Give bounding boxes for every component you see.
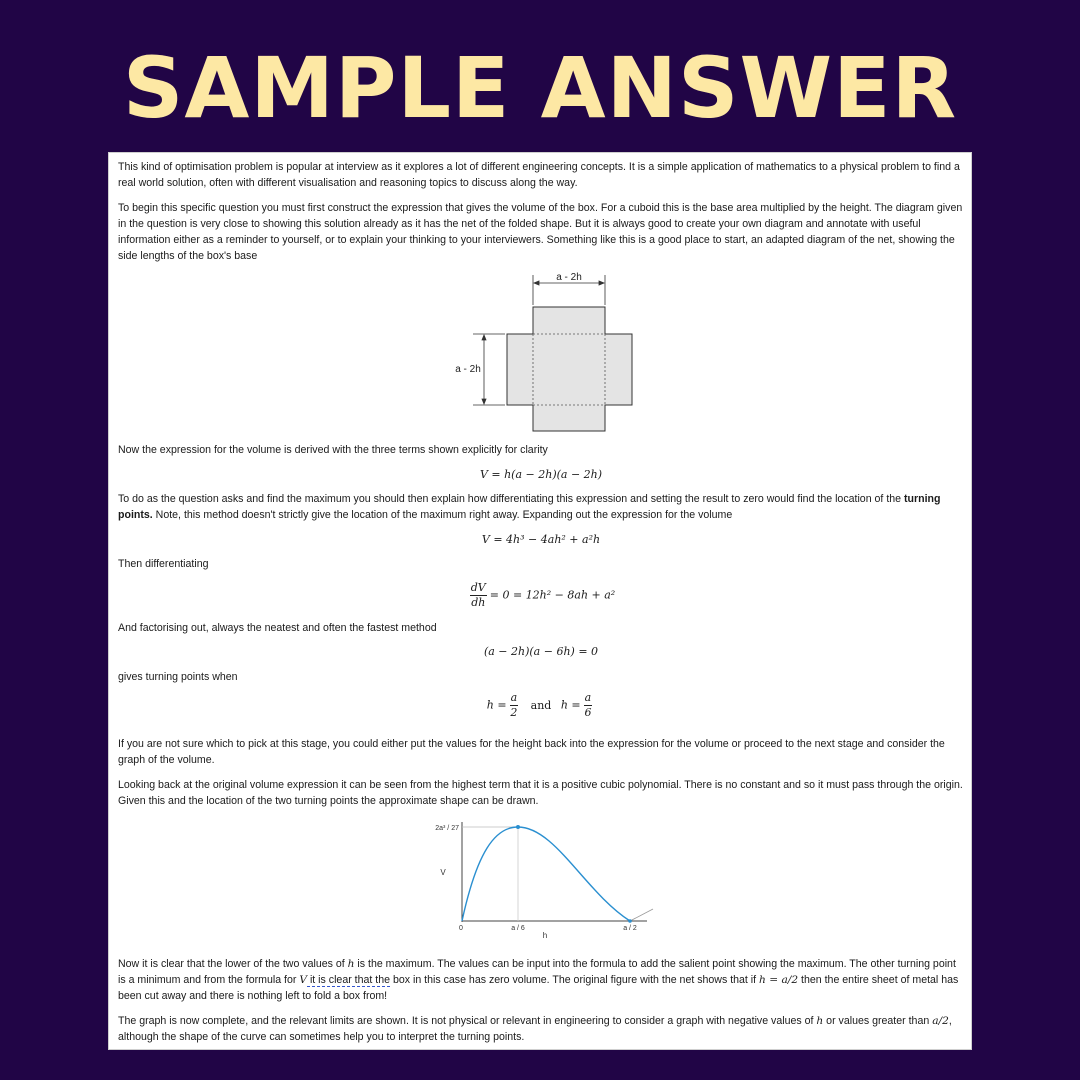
min-point	[628, 919, 632, 923]
paragraph-graph-complete	[118, 1013, 966, 1045]
graph-x-label: h	[542, 931, 548, 940]
paragraph-volume-expression: Now the expression for the volume is derived with the three terms shown explicitly for clarity	[118, 444, 548, 456]
max-point	[516, 825, 520, 829]
p4-text-b: Note, this method doesn't strictly give the location of the maximum right away. Expanding out the expression for the volume	[152, 509, 733, 521]
fraction-a-over-6	[584, 691, 593, 720]
graph-x-tick-0: 0	[459, 925, 463, 932]
equation-derivative	[109, 581, 972, 610]
derivative-num: dV	[470, 581, 486, 594]
p11-eq: a/2	[932, 1015, 949, 1027]
p10-b: is the maximum. The values can be input into the formula to add the salient point showing the maximum. The other turning point is a minimum and from the formula for	[118, 958, 956, 986]
paragraph-differentiation	[118, 491, 966, 523]
h-eq-2: h =	[560, 698, 581, 712]
graph-y-label: V	[440, 868, 446, 877]
derivative-rhs: = 0 = 12h² − 8ah + a²	[489, 588, 616, 602]
paragraph-then-differentiating: Then differentiating	[118, 558, 209, 570]
p10-h: h	[347, 958, 355, 970]
frac2-den: 6	[584, 706, 592, 719]
and-word: and	[530, 698, 552, 712]
page-title: SAMPLE ANSWER	[122, 39, 958, 137]
paragraph-volume-setup: To begin this specific question you must first construct the expression that gives the volume of the box. For a cuboid this is the base area multiplied by the height. The diagram given in the question is very close to showing this solution already as it has the net of the folded shape. But it is always good to create your own diagram and annotate with useful information either as a reminder to yourself, or to explain your thinking to your interviewers. Something like this is a good place to start, an adapted diagram of the net, showing the side lengths of the box's base	[118, 202, 963, 262]
paragraph-which-to-pick: If you are not sure which to pick at this stage, you could either put the values for the height back into the expression for the volume or proceed to the next stage and consider the graph of the volume.	[118, 738, 945, 766]
p4-text-a: To do as the question asks and find the maximum you should then explain how differentiating this expression and setting the result to zero would find the location of the	[118, 493, 904, 505]
fraction-a-over-2	[510, 691, 519, 720]
p10-a: Now it is clear that the lower of the two values of	[118, 958, 348, 970]
p11-a: The graph is now complete, and the relevant limits are shown. It is not physical or relevant in engineering to consider a graph with negative values of	[118, 1015, 817, 1027]
derivative-fraction	[470, 581, 487, 610]
p10-c: it is clear that the	[307, 974, 391, 986]
frac1-den: 2	[510, 706, 518, 719]
answer-document	[108, 152, 972, 1050]
graph-x-tick-a6: a / 6	[511, 925, 525, 932]
p10-V: V	[299, 974, 307, 986]
p11-c: , although the shape of the curve can sometimes help you to interpret the turning points.	[118, 1015, 952, 1043]
paragraph-maximum-explained	[118, 956, 966, 1004]
paragraph-factorising: And factorising out, always the neatest and often the fastest method	[118, 622, 437, 634]
frac1-num: a	[510, 691, 518, 704]
derivative-den: dh	[471, 596, 486, 609]
equation-factorised: (a − 2h)(a − 6h) = 0	[483, 645, 599, 658]
p11-b: or values greater than	[823, 1015, 933, 1027]
p4-bold: turning points.	[118, 493, 941, 521]
paragraph-intro: This kind of optimisation problem is popular at interview as it explores a lot of different engineering concepts. It is a simple application of mathematics to a physical problem to find a real world solution, often with different visualisation and reasoning topics to discuss along the way.	[118, 161, 960, 189]
graph-y-max-label: 2a³ / 27	[435, 825, 459, 832]
p10-d: box in this case has zero volume. The original figure with the net shows that if	[390, 974, 760, 986]
paragraph-turning-points: gives turning points when	[118, 671, 238, 683]
equation-turning-points	[109, 691, 972, 720]
h-eq-1: h =	[486, 698, 507, 712]
p10-e: then the entire sheet of metal has been cut away and there is nothing left to fold a box from!	[118, 974, 959, 1002]
net-cross-shape	[507, 307, 632, 431]
paragraph-cubic-shape: Looking back at the original volume expression it can be seen from the highest term that it is a positive cubic polynomial. There is no constant and so it must pass through the origin. Given this and the location of the two turning points the approximate shape can be drawn.	[118, 779, 963, 807]
volume-curve	[462, 827, 630, 921]
p10-eq: h = a/2	[759, 974, 799, 986]
net-diagram	[439, 271, 649, 441]
side-dimension-label: a - 2h	[455, 364, 481, 375]
graph-x-tick-a2: a / 2	[623, 925, 637, 932]
graph-tail	[630, 909, 653, 921]
equation-volume: V = h(a − 2h)(a − 2h)	[479, 468, 603, 481]
frac2-num: a	[584, 691, 592, 704]
top-dimension-label: a - 2h	[556, 272, 582, 283]
equation-expanded: V = 4h³ − 4ah² + a²h	[481, 533, 601, 546]
p11-h: h	[816, 1015, 824, 1027]
volume-graph	[425, 817, 661, 941]
